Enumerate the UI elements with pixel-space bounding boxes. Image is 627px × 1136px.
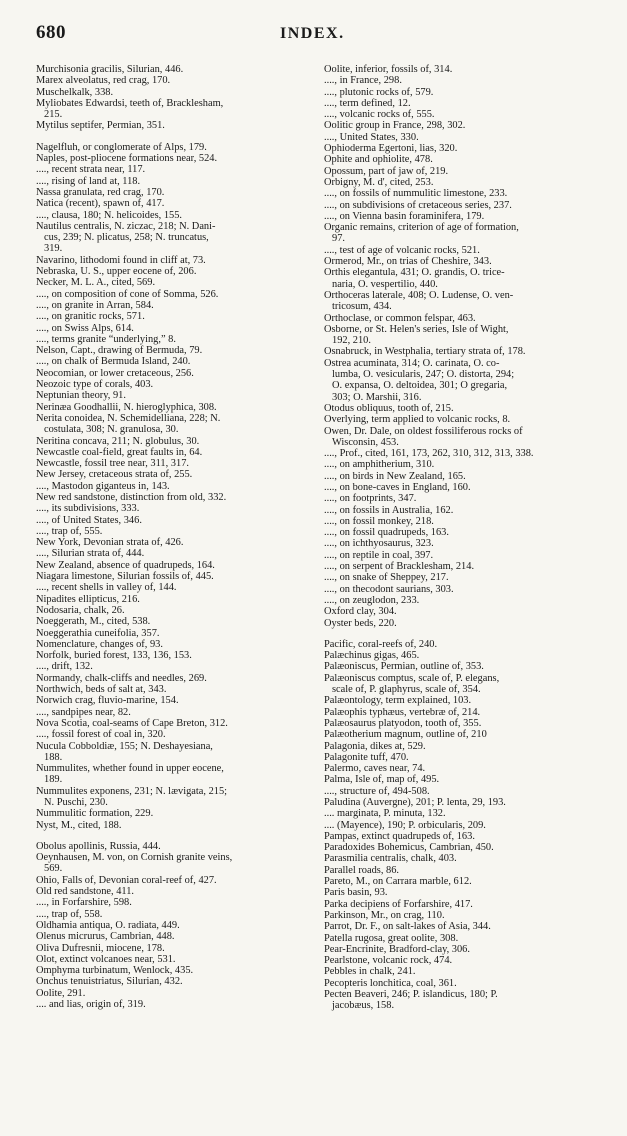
index-entry-line: Palæontology, term explained, 103. <box>324 695 472 707</box>
index-entry-line: ...., rising of land at, 118. <box>36 175 141 187</box>
index-entry-line: ...., on reptile in coal, 397. <box>324 549 434 561</box>
index-entry-line: Neocomian, or lower cretaceous, 256. <box>36 367 194 379</box>
index-entry-line: ...., on ichthyosaurus, 323. <box>324 538 434 550</box>
index-entry-line: Muschelkalk, 338. <box>36 86 114 98</box>
index-entry-line: Parka decipiens of Forfarshire, 417. <box>324 898 473 910</box>
index-entry-line: Pacific, coral-reefs of, 240. <box>324 638 438 650</box>
index-entry-line: Neritina concava, 211; N. globulus, 30. <box>36 435 200 447</box>
index-entry-line: ...., clausa, 180; N. helicoides, 155. <box>36 209 183 221</box>
index-entry-line: Norwich crag, fluvio-marine, 154. <box>36 695 179 707</box>
index-entry-line: Osborne, or St. Helen's series, Isle of Wight, <box>324 323 509 335</box>
index-entry-line: ...., recent strata near, 117. <box>36 164 146 176</box>
index-entry-line: .... and lias, origin of, 319. <box>36 999 146 1011</box>
index-entry-line: ...., in Forfarshire, 598. <box>36 897 132 909</box>
index-entry-line: Pampas, extinct quadrupeds of, 163. <box>324 830 475 842</box>
index-entry-line: O. expansa, O. deltoidea, 301; O gregaria, <box>332 380 508 392</box>
index-entry-line: Nelson, Capt., drawing of Bermuda, 79. <box>36 345 203 357</box>
index-entry-line: Olenus micrurus, Cambrian, 448. <box>36 931 175 943</box>
index-entry-line: Owen, Dr. Dale, on oldest fossiliferous rocks of <box>324 425 523 437</box>
index-entry-line: New Zealand, absence of quadrupeds, 164. <box>36 559 215 571</box>
index-entry-line: Newcastle, fossil tree near, 311, 317. <box>36 458 189 470</box>
index-entry-line: ...., on subdivisions of cretaceous series, 237. <box>324 199 512 211</box>
index-entry-line: Murchisonia gracilis, Silurian, 446. <box>36 64 184 75</box>
index-entry-line: Newcastle coal-field, great faults in, 64. <box>36 446 203 458</box>
index-entry-line: Oxford clay, 304. <box>324 606 397 618</box>
index-entry-line: Onchus tenuistriatus, Silurian, 432. <box>36 976 183 988</box>
index-entry-line: N. Puschi, 230. <box>44 797 108 808</box>
index-entry-line: Parasmilia centralis, chalk, 403. <box>324 853 457 865</box>
section-gap <box>324 629 614 639</box>
index-entry-line: Oolite, 291. <box>36 987 86 999</box>
index-entry-line: Oeynhausen, M. von, on Cornish granite veins, <box>36 852 233 864</box>
index-entry-line: ...., United States, 330. <box>324 131 419 143</box>
index-entry-line: 189. <box>44 774 63 786</box>
index-entry-line: Niagara limestone, Silurian fossils of, 445. <box>36 571 214 583</box>
index-entry-line: Palagonia, dikes at, 529. <box>324 740 426 752</box>
index-entry-line: New Jersey, cretaceous strata of, 255. <box>36 469 193 481</box>
index-entry-line: ...., on snake of Sheppey, 217. <box>324 572 449 584</box>
index-entry-line: Pear-Encrinite, Bradford-clay, 306. <box>324 943 470 955</box>
index-entry-line: ...., in France, 298. <box>324 75 402 87</box>
index-entry-line: ...., on thecodont saurians, 303. <box>324 583 454 595</box>
index-entry-line: Nebraska, U. S., upper eocene of, 206. <box>36 266 197 278</box>
index-entry-line: Nyst, M., cited, 188. <box>36 819 122 831</box>
index-entry-line: ...., on bone-caves in England, 160. <box>324 481 471 493</box>
index-entry-line: ...., on fossils of nummulitic limestone, 233. <box>324 188 508 200</box>
index-entry-line: Old red sandstone, 411. <box>36 886 135 898</box>
index-entry-line: ...., structure of, 494-508. <box>324 785 430 797</box>
index-entry-line: Parrot, Dr. F., on salt-lakes of Asia, 344. <box>324 921 491 933</box>
section-gap <box>36 831 311 841</box>
index-entry-line: Pecopteris lonchitica, coal, 361. <box>324 977 457 989</box>
index-entry-line: New red sandstone, distinction from old, 332. <box>36 491 227 503</box>
index-entry-line: naria, O. vespertilio, 440. <box>332 278 438 290</box>
index-entry-line: ...., trap of, 555. <box>36 525 103 537</box>
index-entry-line: Mytilus septifer, Permian, 351. <box>36 120 165 132</box>
index-column-left <box>36 64 311 1010</box>
index-entry-line: jacobæus, 158. <box>332 1000 395 1012</box>
index-entry-line: Nagelfluh, or conglomerate of Alps, 179. <box>36 141 207 153</box>
index-entry-line: ...., test of age of volcanic rocks, 521. <box>324 244 480 256</box>
index-entry-line: Parkinson, Mr., on crag, 110. <box>324 909 445 921</box>
index-entry-line: Nautilus centralis, N. ziczac, 218; N. Dani- <box>36 220 216 232</box>
index-entry-line: Osnabruck, in Westphalia, tertiary strata of, 178. <box>324 346 526 358</box>
index-entry-line: ...., term defined, 12. <box>324 97 411 109</box>
index-entry-line: Norfolk, buried forest, 133, 136, 153. <box>36 650 192 662</box>
section-gap <box>36 132 311 142</box>
index-entry-line: Navarino, lithodomi found in cliff at, 73. <box>36 254 206 266</box>
index-entry-line: ...., trap of, 558. <box>36 908 103 920</box>
index-entry-line: 215. <box>44 109 63 121</box>
index-entry-line: ...., fossil forest of coal in, 320. <box>36 729 166 741</box>
index-entry-line: Nummulites exponens, 231; N. lævigata, 215; <box>36 785 228 797</box>
index-entry-line: Ostrea acuminata, 314; O. carinata, O. co- <box>324 357 500 369</box>
index-entry-line: scale of, P. glaphyrus, scale of, 354. <box>332 684 481 696</box>
index-entry-line: 319. <box>44 243 63 255</box>
index-entry-line: ...., on Vienna basin foraminifera, 179. <box>324 210 485 222</box>
index-entry-line: Paradoxides Bohemicus, Cambrian, 450. <box>324 842 494 854</box>
index-entry-line: ...., on birds in New Zealand, 165. <box>324 470 466 482</box>
index-entry-line: Orbigny, M. d', cited, 253. <box>324 176 434 188</box>
index-entry-line: Neptunian theory, 91. <box>36 390 126 402</box>
index-entry-line: Noeggerath, M., cited, 538. <box>36 616 151 628</box>
index-column-right <box>324 64 614 1012</box>
index-entry-line: ...., Mastodon giganteus in, 143. <box>36 480 170 492</box>
index-entry-line: 569. <box>44 863 63 875</box>
index-entry-line: ...., plutonic rocks of, 579. <box>324 86 434 98</box>
index-entry-line: ...., on amphitherium, 310. <box>324 459 435 471</box>
index-entry-line: ...., terms granite “underlying,” 8. <box>36 333 176 345</box>
page-number: 680 <box>36 22 66 43</box>
index-entry-line: Myliobates Edwardsi, teeth of, Bracklesham, <box>36 97 224 109</box>
index-entry-line: Oolite, inferior, fossils of, 314. <box>324 64 453 75</box>
page-title: INDEX. <box>280 25 345 42</box>
index-entry-line: Orthoclase, or common felspar, 463. <box>324 312 476 324</box>
index-entry-line: .... marginata, P. minuta, 132. <box>324 808 446 820</box>
index-entry-line: Oyster beds, 220. <box>324 617 397 629</box>
index-entry-line: 303; O. Marshii, 316. <box>332 391 422 403</box>
index-entry-line: Marex alveolatus, red crag, 170. <box>36 75 171 87</box>
index-entry-line: Naples, post-pliocene formations near, 524. <box>36 153 218 165</box>
index-entry-line: 97. <box>332 233 345 245</box>
index-entry-line: Nipadites ellipticus, 216. <box>36 593 140 605</box>
index-entry-line: Nummulitic formation, 229. <box>36 808 154 820</box>
index-entry-line: Palæoniscus comptus, scale of, P. elegans, <box>324 672 500 684</box>
index-entry-line: Omphyma turbinatum, Wenlock, 435. <box>36 965 194 977</box>
index-entry-line: 192, 210. <box>332 335 371 347</box>
index-entry-line: Patella rugosa, great oolite, 308. <box>324 932 459 944</box>
index-entry-line: Olot, extinct volcanoes near, 531. <box>36 953 176 965</box>
index-entry-line: Noeggerathia cuneifolia, 357. <box>36 627 160 639</box>
index-entry-line: Orthis elegantula, 431; O. grandis, O. trice- <box>324 267 505 279</box>
index-entry-line: Ohio, Falls of, Devonian coral-reef of, 427. <box>36 874 217 886</box>
index-entry-line: ...., of United States, 346. <box>36 514 142 526</box>
index-entry-line: Nummulites, whether found in upper eocene, <box>36 763 224 775</box>
index-entry-line: Nodosaria, chalk, 26. <box>36 604 125 616</box>
index-entry-line: Palæophis typhæus, vertebræ of, 214. <box>324 706 481 718</box>
index-entry-line: Ophite and ophiolite, 478. <box>324 154 433 166</box>
index-entry-line: Organic remains, criterion of age of formation, <box>324 222 519 234</box>
index-entry-line: ...., volcanic rocks of, 555. <box>324 109 435 121</box>
index-entry-line: Wisconsin, 453. <box>332 436 399 448</box>
index-entry-line: Palermo, caves near, 74. <box>324 763 426 775</box>
index-entry-line: ...., Prof., cited, 161, 173, 262, 310, 312, 313, 338. <box>324 448 534 460</box>
index-entry-line: Pareto, M., on Carrara marble, 612. <box>324 876 472 888</box>
index-entry-line: Palæoniscus, Permian, outline of, 353. <box>324 661 484 673</box>
index-entry-line: ...., on fossil monkey, 218. <box>324 515 434 527</box>
index-entry-line: Palæchinus gigas, 465. <box>324 650 420 662</box>
index-entry-line: ...., on chalk of Bermuda Island, 240. <box>36 356 191 368</box>
index-entry-line: Oliva Dufresnii, miocene, 178. <box>36 942 165 954</box>
index-entry-line: Nomenclature, changes of, 93. <box>36 638 163 650</box>
index-entry-line: Oldhamia antiqua, O. radiata, 449. <box>36 919 180 931</box>
index-entry-line: tricosum, 434. <box>332 301 392 313</box>
index-entry-line: Nerinæa Goodhallii, N. hieroglyphica, 308. <box>36 401 217 413</box>
index-entry-line: Opossum, part of jaw of, 219. <box>324 165 449 177</box>
index-entry-line: Paludina (Auvergne), 201; P. lenta, 29, 193. <box>324 797 506 808</box>
index-entry-line: ...., on composition of cone of Somma, 526. <box>36 288 219 300</box>
index-entry-line: ...., on zeuglodon, 233. <box>324 594 420 606</box>
index-entry-line: Oolitic group in France, 298, 302. <box>324 120 466 132</box>
index-entry-line: ...., on serpent of Bracklesham, 214. <box>324 561 475 573</box>
index-entry-line: Palæotherium magnum, outline of, 210 <box>324 729 487 741</box>
index-entry-line: New York, Devonian strata of, 426. <box>36 537 184 549</box>
index-entry-line: ...., drift, 132. <box>36 661 93 673</box>
index-entry-line: Overlying, term applied to volcanic rocks, 8. <box>324 414 511 426</box>
index-entry-line: Parallel roads, 86. <box>324 864 400 876</box>
index-entry-line: ...., on fossil quadrupeds, 163. <box>324 527 449 539</box>
index-entry-line: Pebbles in chalk, 241. <box>324 966 416 978</box>
index-entry-line: Natica (recent), spawn of, 417. <box>36 198 165 210</box>
index-entry-line: .... (Mayence), 190; P. orbicularis, 209. <box>324 819 486 831</box>
index-entry-line: 188. <box>44 751 63 763</box>
index-entry-line: ...., on fossils in Australia, 162. <box>324 504 454 516</box>
index-entry-line: ...., Silurian strata of, 444. <box>36 548 145 560</box>
index-entry-line: Nassa granulata, red crag, 170. <box>36 186 165 198</box>
index-entry-line: Pearlstone, volcanic rock, 474. <box>324 955 453 967</box>
index-entry-line: Otodus obliquus, tooth of, 215. <box>324 402 454 414</box>
index-entry-line: Orthoceras laterale, 408; O. Ludense, O. ven- <box>324 289 514 301</box>
index-entry-line: costulata, 308; N. granulosa, 30. <box>44 424 179 436</box>
index-entry-line: Palagonite tuff, 470. <box>324 751 409 763</box>
index-entry-line: ...., on Swiss Alps, 614. <box>36 322 134 334</box>
index-entry-line: cus, 239; N. plicatus, 258; N. truncatus, <box>44 232 209 244</box>
index-entry-line: Nerita conoidea, N. Schemidelliana, 228; N. <box>36 412 221 424</box>
index-entry-line: Paris basin, 93. <box>324 887 388 899</box>
index-entry-line: ...., on footprints, 347. <box>324 493 417 505</box>
index-entry-line: Neozoic type of corals, 403. <box>36 379 154 391</box>
index-entry-line: ...., its subdivisions, 333. <box>36 503 140 515</box>
index-entry-line: Normandy, chalk-cliffs and needles, 269. <box>36 672 207 684</box>
index-entry-line: Pecten Beaveri, 246; P. islandicus, 180; P. <box>324 989 498 1001</box>
index-entry-line: Northwich, beds of salt at, 343. <box>36 684 167 696</box>
index-entry-line: Ophioderma Egertoni, lias, 320. <box>324 143 458 155</box>
index-entry-line: Ormerod, Mr., on trias of Cheshire, 343. <box>324 256 492 268</box>
index-entry-line: Palma, Isle of, map of, 495. <box>324 774 440 786</box>
index-entry-line: Nova Scotia, coal-seams of Cape Breton, 312. <box>36 717 228 729</box>
index-entry-line: ...., sandpipes near, 82. <box>36 706 131 718</box>
index-entry-line: Palæosaurus platyodon, tooth of, 355. <box>324 717 482 729</box>
index-entry-line: Obolus apollinis, Russia, 444. <box>36 840 161 852</box>
index-entry-line: Nucula Cobboldiæ, 155; N. Deshayesiana, <box>36 740 213 752</box>
index-entry-line: ...., on granitic rocks, 571. <box>36 311 145 323</box>
index-entry-line: ...., on granite in Arran, 584. <box>36 299 154 311</box>
index-entry-line: ...., recent shells in valley of, 144. <box>36 582 177 594</box>
index-entry-line: lumba, O. vesicularis, 247; O. distorta, 294; <box>332 369 515 381</box>
index-entry-line: Necker, M. L. A., cited, 569. <box>36 277 156 289</box>
